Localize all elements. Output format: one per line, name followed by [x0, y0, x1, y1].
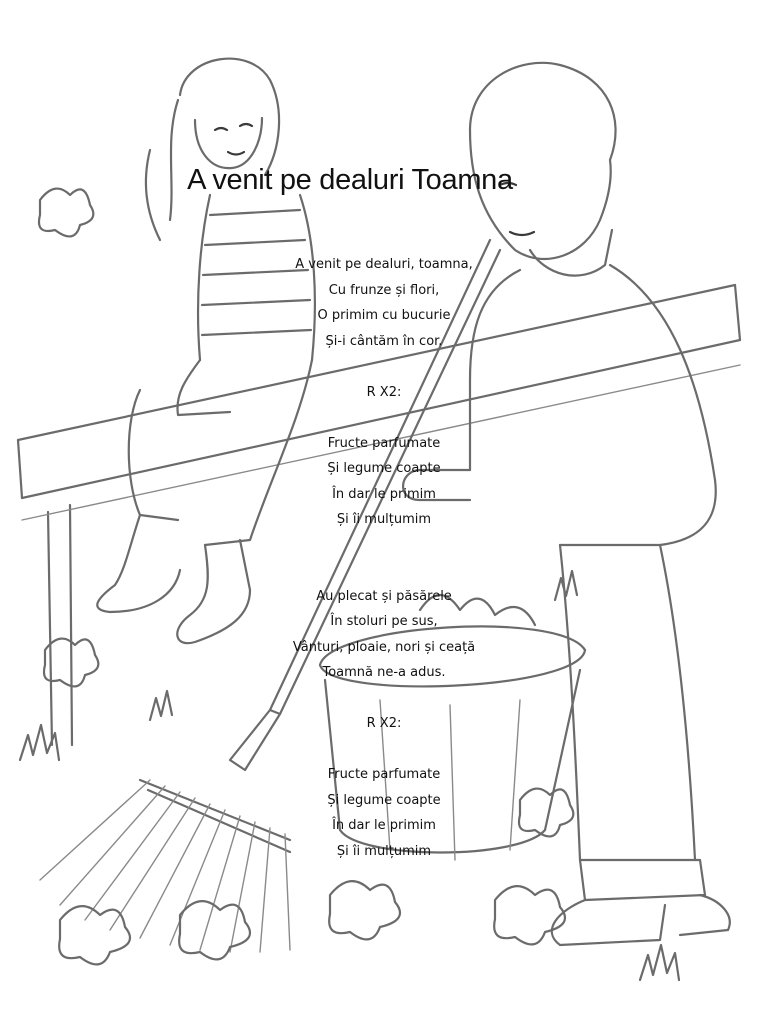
refrain-marker: R X2: — [366, 716, 402, 731]
lyric-line: Și legume coapte — [327, 792, 441, 808]
refrain-1 — [184, 431, 584, 533]
stanza-1 — [184, 252, 584, 354]
lyric-line: Au plecat și păsărele — [316, 588, 452, 604]
lyric-line: În stoluri pe sus, — [330, 614, 438, 629]
lyric-line: Și-i cântăm în cor. — [325, 333, 443, 349]
lyric-line: Fructe parfumate — [327, 767, 441, 782]
stanza-2 — [184, 584, 584, 686]
song-title: A venit pe dealuri Toamna — [187, 164, 513, 196]
lyric-line: În dar le primim — [332, 486, 436, 502]
lyric-line: În dar le primim — [332, 818, 436, 833]
lyric-line: Vânturi, ploaie, nori și ceață — [292, 639, 476, 655]
lyric-line: Și îi mulțumim — [336, 843, 432, 859]
song-lyrics — [184, 252, 584, 864]
lyric-line: Fructe parfumate — [327, 435, 441, 451]
lyric-line: Toamnă ne-a adus. — [322, 665, 446, 680]
lyric-line: A venit pe dealuri, toamna, — [295, 257, 473, 272]
lyric-line: Și îi mulțumim — [336, 512, 432, 527]
refrain-2 — [184, 762, 584, 864]
lyric-line: O primim cu bucurie — [317, 308, 451, 323]
refrain-marker: R X2: — [366, 384, 402, 400]
lyric-line: Cu frunze și flori, — [328, 282, 440, 298]
lyric-line: Și legume coapte — [327, 461, 441, 476]
